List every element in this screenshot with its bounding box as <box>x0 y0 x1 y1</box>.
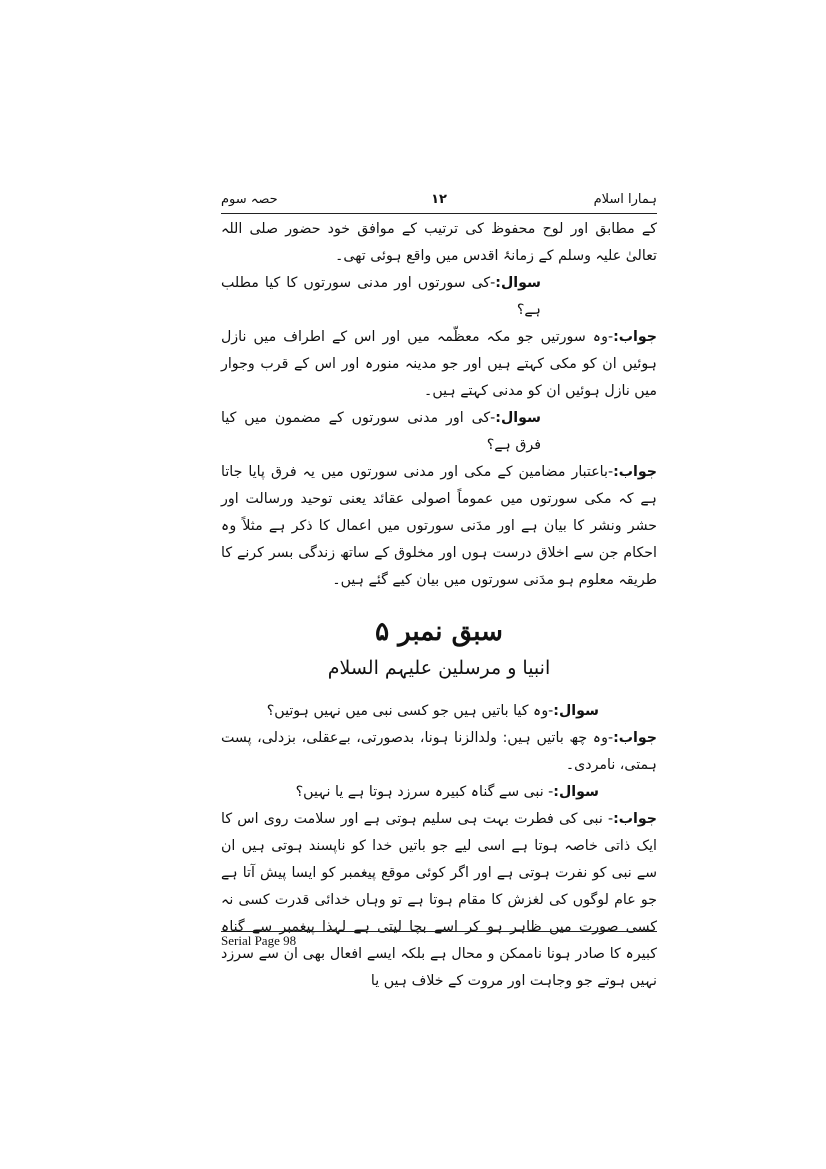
answer-1 <box>221 324 657 405</box>
answer-label: جواب: <box>613 730 657 746</box>
question-label: سوال: <box>495 410 541 426</box>
answer-label: جواب: <box>613 811 657 827</box>
answer-4 <box>221 806 657 995</box>
answer-3 <box>221 725 657 779</box>
header-rule <box>221 213 657 214</box>
question-label: سوال: <box>553 784 599 800</box>
question-label: سوال: <box>553 703 599 719</box>
answer-text: -وہ سورتیں جو مکہ معظّمہ میں اور اس کے اطراف میں نازل ہوئیں ان کو مکی کہتے ہیں اور جو مدینہ منورہ اور اس کے قرب وجوار میں نازل ہوئیں ان کو مدنی کہتے ہیں۔ <box>221 329 657 399</box>
question-1 <box>221 270 657 324</box>
paragraph-continued: کے مطابق اور لوح محفوظ کی ترتیب کے موافق خود حضور صلی اللہ تعالیٰ علیہ وسلم کے زمانۂ اقدس میں واقع ہوئی تھی۔ <box>221 221 657 264</box>
page-body <box>221 216 657 995</box>
book-page <box>221 190 657 989</box>
answer-text: -باعتبار مضامین کے مکی اور مدنی سورتوں میں یہ فرق پایا جاتا ہے کہ مکی سورتوں میں عموماً اصولی عقائد یعنی توحید ورسالت اور حشر ونشر کا بیان ہے اور مدَنی سورتوں میں اعمال کا ذکر ہے مثلاً وہ احکام جن سے اخلاق درست ہوں اور مخلوق کے ساتھ زندگی بسر کرنے کا طریقہ معلوم ہو مدَنی سورتوں میں بیان کیے گئے ہیں۔ <box>221 464 657 588</box>
page-header <box>221 190 657 214</box>
answer-text: -وہ چھ باتیں ہیں: ولدالزنا ہونا، بدصورتی، بےعقلی، بزدلی، پست ہمتی، نامردی۔ <box>221 730 657 773</box>
question-2 <box>221 405 657 459</box>
answer-label: جواب: <box>613 329 657 345</box>
question-4 <box>221 779 657 806</box>
answer-2 <box>221 459 657 594</box>
answer-text: - نبی کی فطرت بہت ہی سلیم ہوتی ہے اور سلامت روی اس کا ایک ذاتی خاصہ ہوتا ہے اسی لیے جو باتیں خدا کو ناپسند ہوتی ہیں ان سے نبی کو نفرت ہوتی ہے اور اگر کوئی موقع پیغمبر کو ایسا پیش آتا ہے جو عام لوگوں کی لغزش کا مقام ہوتا ہے تو وہاں خدائی قدرت کسی نہ کسی صورت میں ظاہر ہو کر اسے بچا لیتی ہے لہذا پیغمبر سے گناہ کبیرہ کا صادر ہونا ناممکن و محال ہے بلکہ ایسے افعال بھی ان سے سرزد نہیں ہوتے جو وجاہت اور مروت کے خلاف ہیں یا <box>221 811 657 989</box>
question-label: سوال: <box>495 275 541 291</box>
lesson-title: سبق نمبر ۵ <box>375 617 503 647</box>
question-text: -کی اور مدنی سورتوں کے مضمون میں کیا فرق ہے؟ <box>221 410 541 453</box>
question-text: -کی سورتوں اور مدنی سورتوں کا کیا مطلب ہے؟ <box>221 275 541 318</box>
question-3 <box>221 698 657 725</box>
serial-page-label: Serial Page 98 <box>221 933 297 948</box>
question-text: - نبی سے گناہ کبیرہ سرزد ہوتا ہے یا نہیں؟ <box>295 784 554 800</box>
answer-label: جواب: <box>613 464 657 480</box>
part-label: حصہ سوم <box>221 192 278 207</box>
footer-rule <box>221 931 657 932</box>
question-text: -وہ کیا باتیں ہیں جو کسی نبی میں نہیں ہوتیں؟ <box>266 703 554 719</box>
book-title: ہمارا اسلام <box>593 192 657 207</box>
page-number: ۱۲ <box>431 192 447 207</box>
lesson-subtitle: انبیا و مرسلین علیہم السلام <box>327 657 551 679</box>
